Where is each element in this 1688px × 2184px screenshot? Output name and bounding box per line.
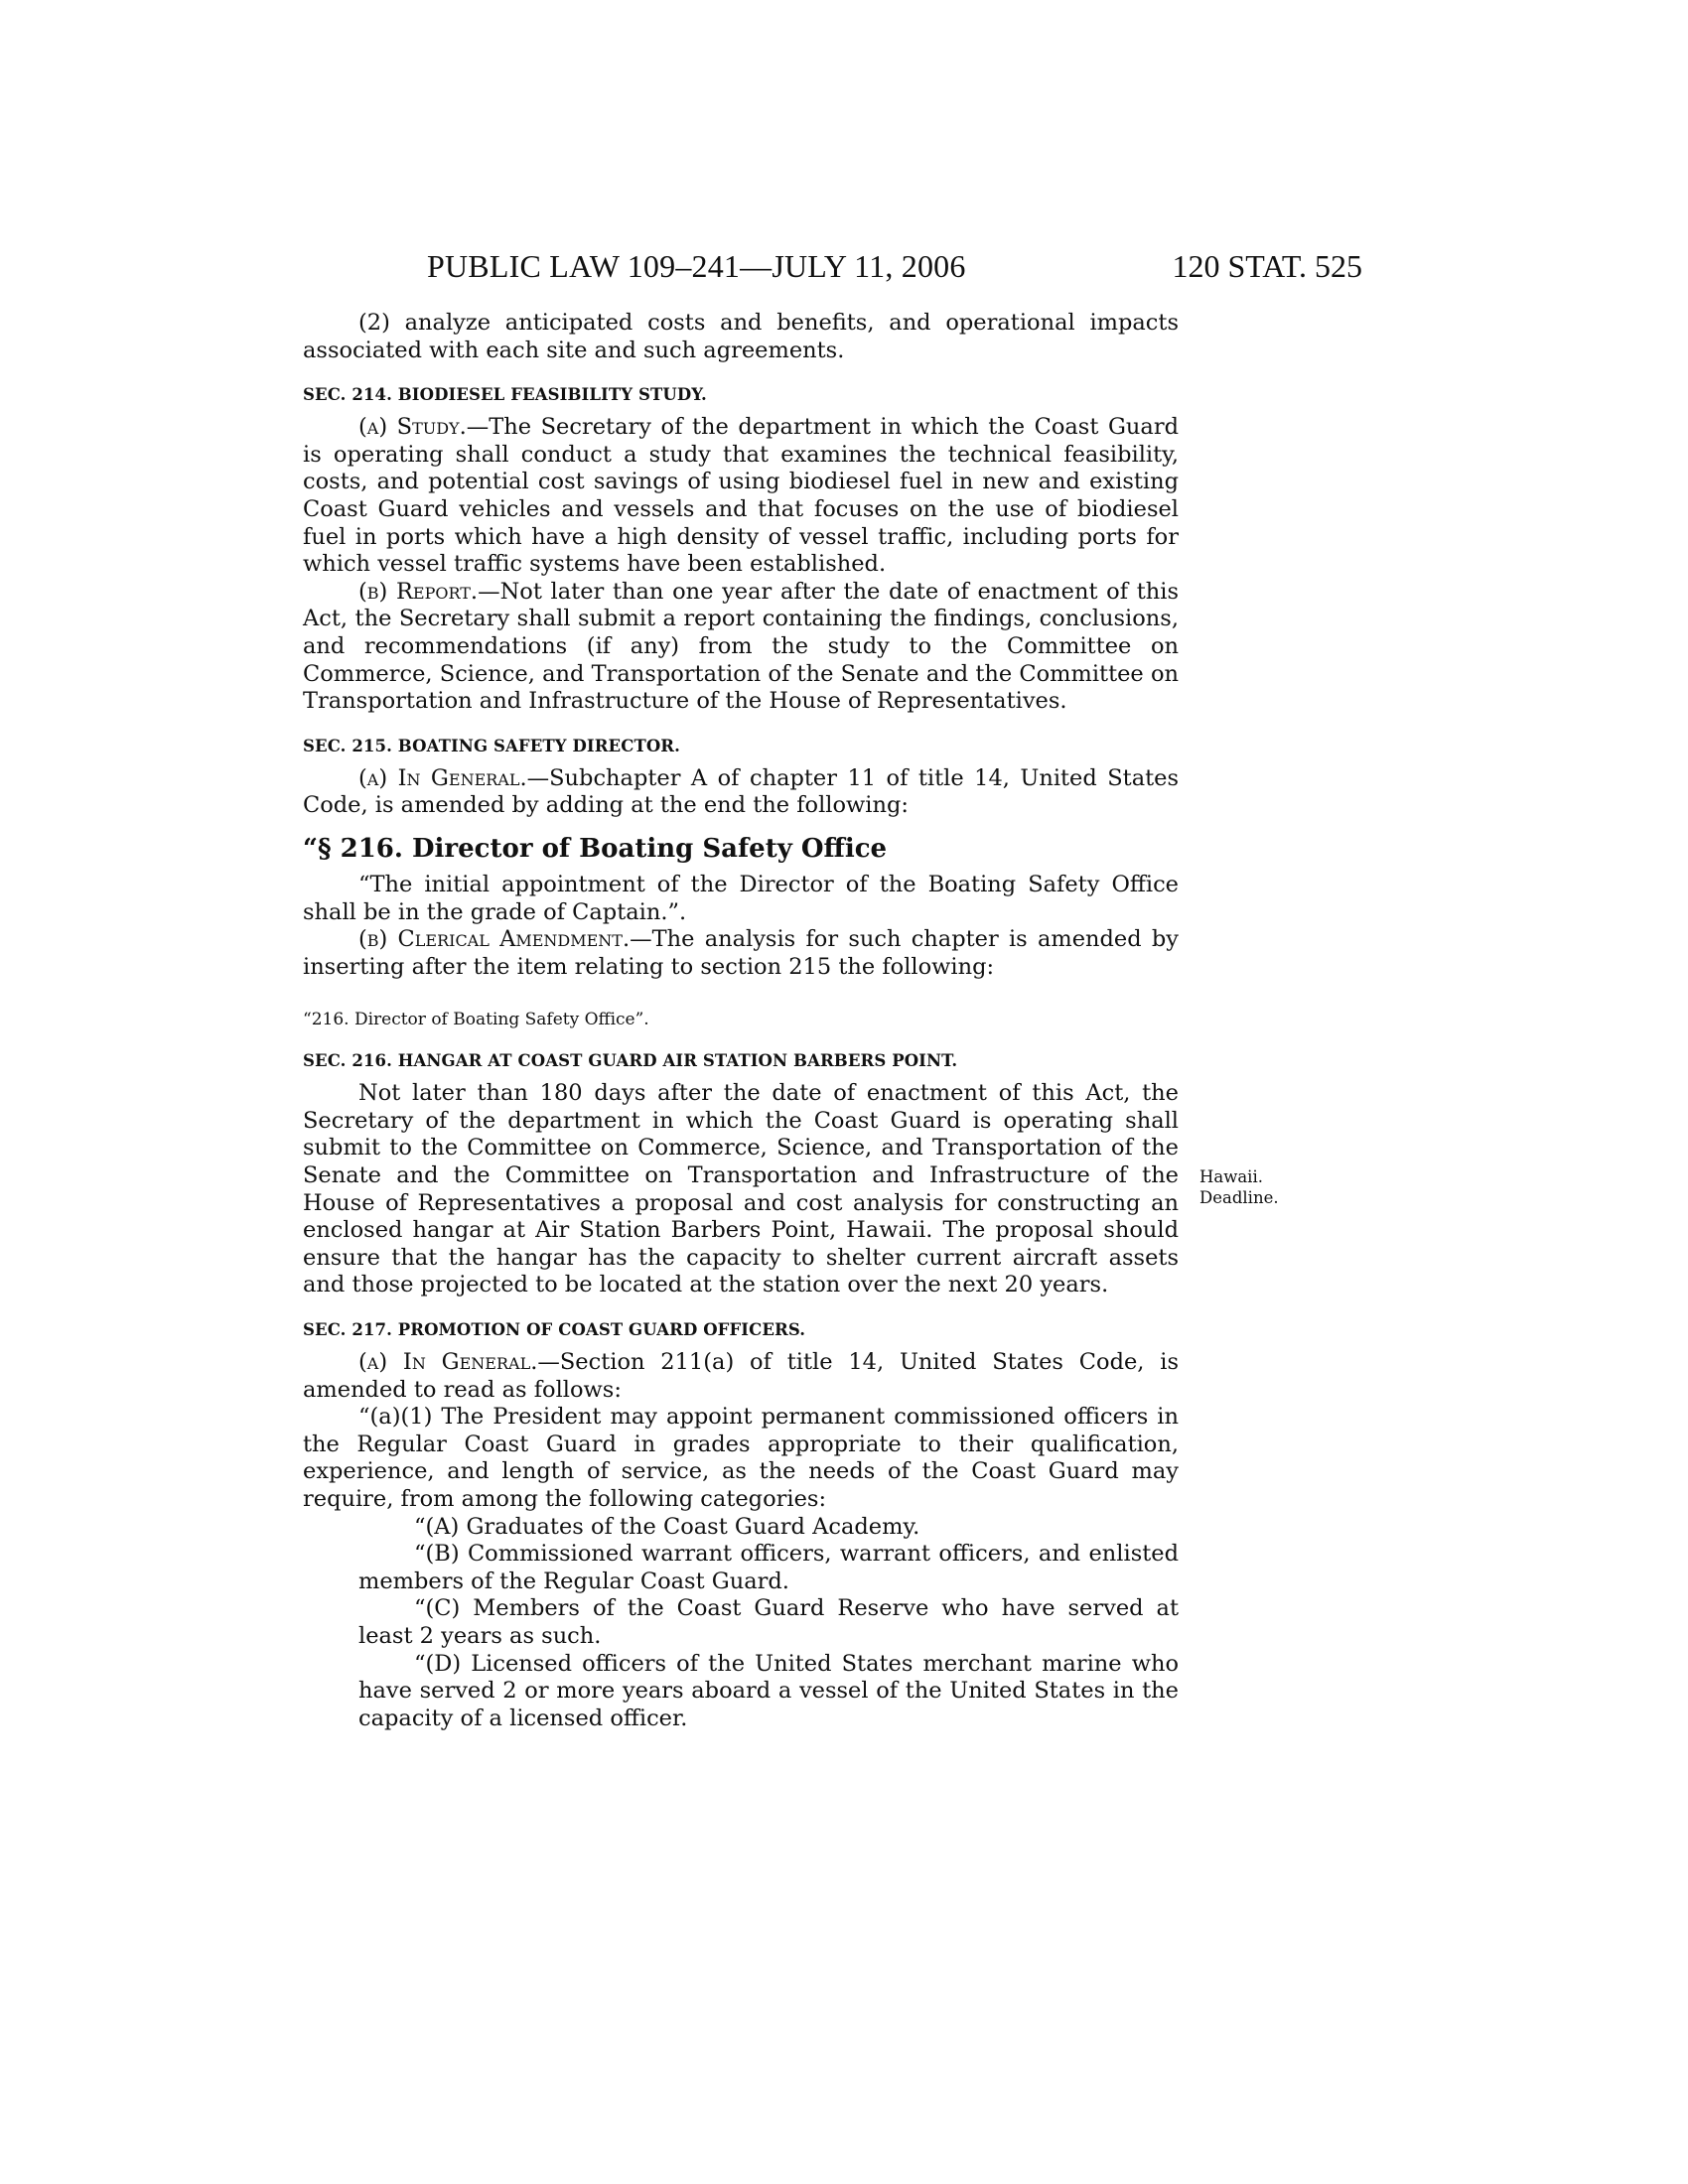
header-title: PUBLIC LAW 109–241—JULY 11, 2006 <box>427 248 966 284</box>
section-215-b <box>303 926 1179 981</box>
section-216-heading: SEC. 216. HANGAR AT COAST GUARD AIR STATION BARBERS POINT. <box>303 1051 958 1071</box>
subsection-text: —Section 211(a) of title 14, United States Code, is amended to read as follows: <box>303 1349 1180 1403</box>
running-header <box>427 246 1362 286</box>
inserted-section-text: “The initial appointment of the Director of the Boating Safety Office shall be in the grade of Captain.”. <box>303 871 1179 925</box>
section-217-a <box>303 1349 1179 1404</box>
page-body <box>303 310 1179 1732</box>
section-214-b <box>303 579 1179 716</box>
continued-paragraph: (2) analyze anticipated costs and benefits, and operational impacts associated with each site and such agreements. <box>303 310 1179 363</box>
margin-note <box>1199 1166 1279 1208</box>
subsection-label: (b) Clerical Amendment. <box>358 926 631 953</box>
margin-note-deadline: Deadline. <box>1199 1188 1279 1207</box>
subsection-label: (a) Study. <box>358 414 467 441</box>
category-c: “(C) Members of the Coast Guard Reserve who have served at least 2 years as such. <box>358 1595 1179 1649</box>
subsection-text: —The analysis for such chapter is amended by inserting after the item relating to section 215 the following: <box>303 926 1179 980</box>
clerical-item: “216. Director of Boating Safety Office”. <box>303 1010 649 1030</box>
subsection-label: (a) In General. <box>358 764 527 791</box>
category-d: “(D) Licensed officers of the United States merchant marine who have served 2 or more years aboard a vessel of the United States in the capacity of a licensed officer. <box>358 1650 1179 1731</box>
section-217-a1: “(a)(1) The President may appoint permanent commissioned officers in the Regular Coast Guard in grades appropriate to their qualification, experience, and length of service, as the needs of the Coast Guard may require, from among the following categories: <box>303 1404 1179 1512</box>
inserted-section-heading: “§ 216. Director of Boating Safety Office <box>303 833 888 864</box>
section-215-a <box>303 765 1179 820</box>
section-214-a <box>303 414 1179 579</box>
category-b: “(B) Commissioned warrant officers, warrant officers, and enlisted members of the Regular Coast Guard. <box>358 1541 1179 1594</box>
subsection-label: (a) In General. <box>358 1349 538 1376</box>
section-215-heading: SEC. 215. BOATING SAFETY DIRECTOR. <box>303 736 680 755</box>
category-a: “(A) Graduates of the Coast Guard Academy. <box>414 1513 920 1540</box>
subsection-text: —Not later than one year after the date of enactment of this Act, the Secretary shall submit a report containing the findings, conclusions, and recommendations (if any) from the study to the Committee on Commerce, Science, and Transportation of the Senate and the Committee on Transportation and Infrastructure of the House of Representatives. <box>303 578 1180 715</box>
page-number: 120 STAT. 525 <box>1172 248 1362 284</box>
section-214-heading: SEC. 214. BIODIESEL FEASIBILITY STUDY. <box>303 385 707 405</box>
margin-note-hawaii: Hawaii. <box>1199 1167 1263 1186</box>
subsection-text: —The Secretary of the department in which the Coast Guard is operating shall conduct a study that examines the technical feasibility, costs, and potential cost savings of using biodiesel fuel in new and existing Coast Guard vehicles and vessels and that focuses on the use of biodiesel fuel in ports which have a high density of vessel traffic, including ports for which vessel traffic systems have been established. <box>303 414 1179 578</box>
section-217-heading: SEC. 217. PROMOTION OF COAST GUARD OFFICERS. <box>303 1320 806 1340</box>
subsection-text: —Subchapter A of chapter 11 of title 14, United States Code, is amended by adding at the end the following: <box>303 764 1180 819</box>
section-216-text: Not later than 180 days after the date of enactment of this Act, the Secretary of the department in which the Coast Guard is operating shall submit to the Committee on Commerce, Science, and Transportation of the Senate and the Committee on Transportation and Infrastructure of the House of Representatives a proposal and cost analysis for constructing an enclosed hangar at Air Station Barbers Point, Hawaii. The proposal should ensure that the hangar has the capacity to shelter current aircraft assets and those projected to be located at the station over the next 20 years. <box>303 1080 1179 1298</box>
subsection-label: (b) Report. <box>358 578 479 605</box>
